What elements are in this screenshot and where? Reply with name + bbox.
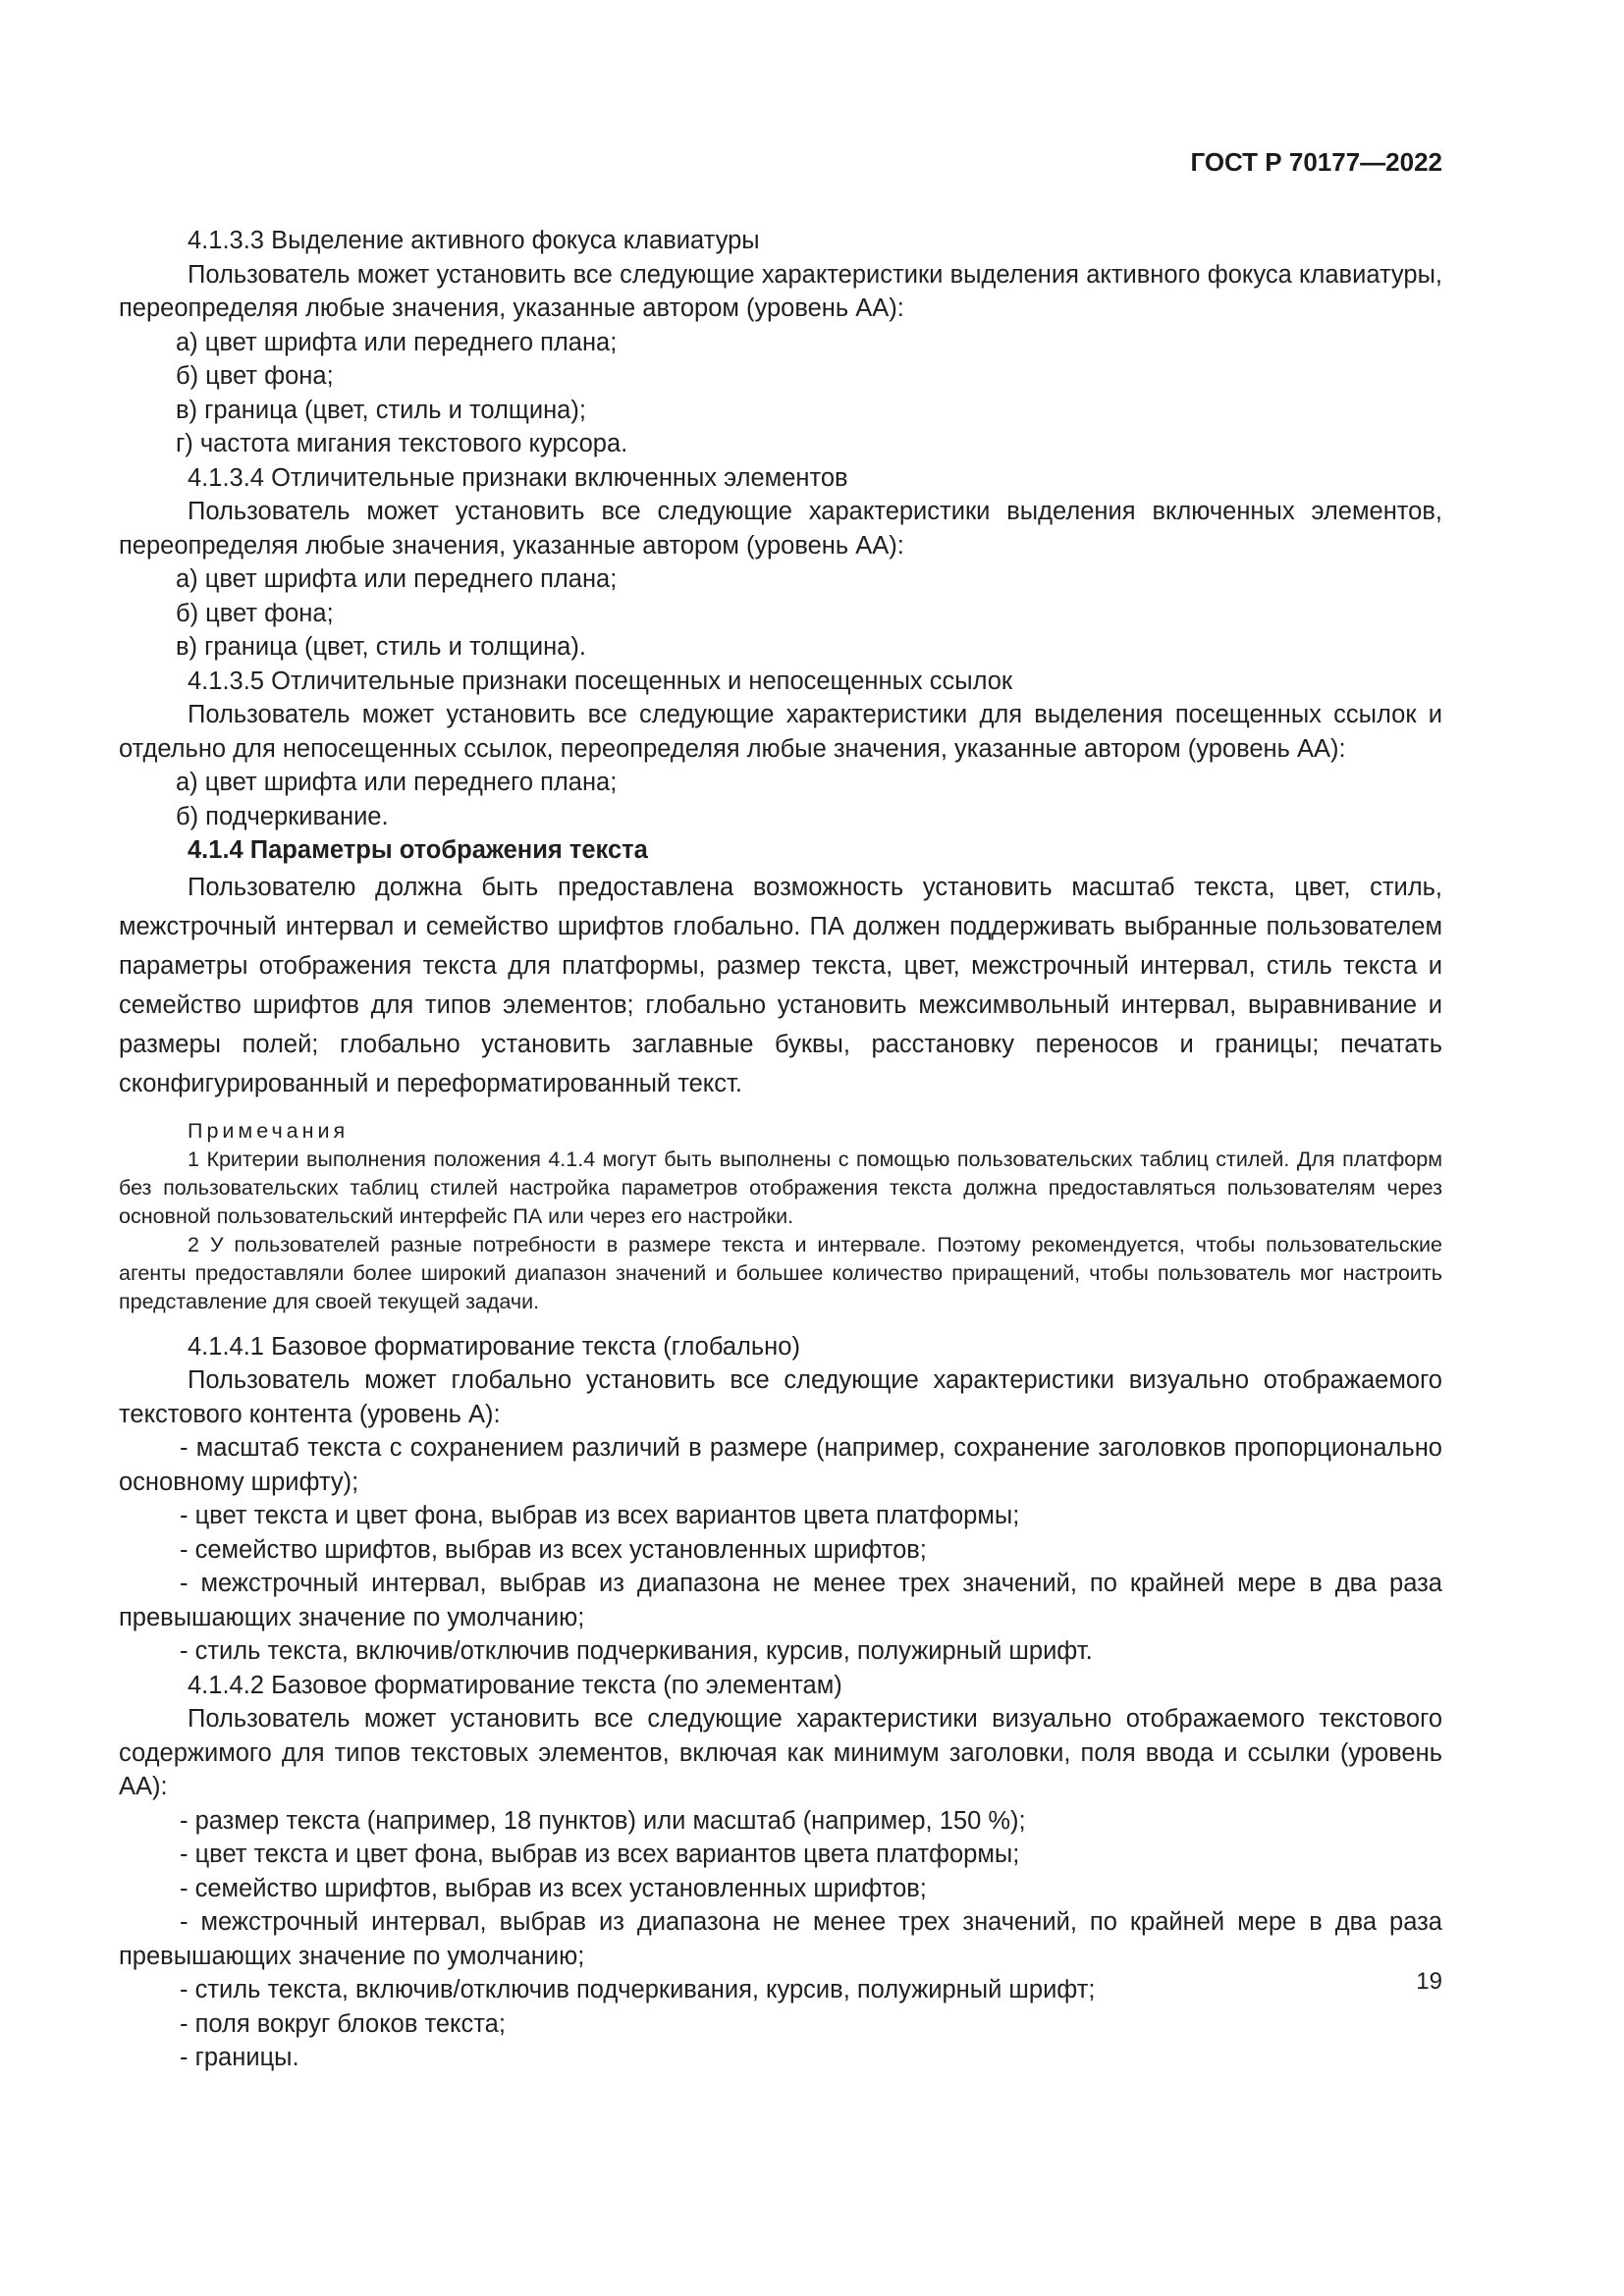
list-item: а) цвет шрифта или переднего плана; xyxy=(176,565,618,593)
clause-body-4-1-4: Пользователю должна быть предоставлена возможность установить масштаб текста, цвет, стиль, межстрочный интервал и семейство шрифтов глобально. ПА должен поддерживать выбранные пользователем параметры отображения текста для платформы, размер текста, цвет, межстрочный интервал, стиль текста и семейство шрифтов для типов элементов; глобально установить межсимвольный интервал, выравнивание и размеры полей; глобально установить заглавные буквы, расстановку переносов и границы; печатать сконфигурированный и переформатированный текст. xyxy=(119,873,1442,1097)
list-item: - цвет текста и цвет фона, выбрав из всех вариантов цвета платформы; xyxy=(180,1502,1020,1529)
note-item: 2 У пользователей разные потребности в размере текста и интервале. Поэтому рекомендуется, чтобы пользовательские агенты предоставляли более широкий диапазон значений и большее количество приращений, чтобы пользователь мог настроить представление для своей текущей задачи. xyxy=(119,1232,1442,1313)
note-item: 1 Критерии выполнения положения 4.1.4 могут быть выполнены с помощью пользовательских таблиц стилей. Для платформ без пользовательских таблиц стилей настройка параметров отображения текста должна предоставляться пользователям через основной пользовательский интерфейс ПА или через его настройки. xyxy=(119,1147,1442,1228)
page-number: 19 xyxy=(1416,1968,1442,1995)
list-item: - стиль текста, включив/отключив подчеркивания, курсив, полужирный шрифт. xyxy=(180,1637,1093,1665)
list-item: - межстрочный интервал, выбрав из диапазона не менее трех значений, по крайней мере в два раза превышающих значение по умолчанию; xyxy=(119,1570,1442,1631)
clause-intro-4-1-3-3: Пользователь может установить все следующие характеристики выделения активного фокуса клавиатуры, переопределяя любые значения, указанные автором (уровень АА): xyxy=(119,260,1442,322)
clause-heading-4-1-3-3: 4.1.3.3 Выделение активного фокуса клавиатуры xyxy=(188,227,760,254)
clause-heading-4-1-4: 4.1.4 Параметры отображения текста xyxy=(188,836,648,864)
list-item: - семейство шрифтов, выбрав из всех установленных шрифтов; xyxy=(180,1874,927,1902)
clause-heading-4-1-3-5: 4.1.3.5 Отличительные признаки посещенных и непосещенных ссылок xyxy=(188,667,1013,695)
document-body xyxy=(119,224,1442,2075)
list-item: б) цвет фона; xyxy=(176,599,334,627)
list-item: - поля вокруг блоков текста; xyxy=(180,2009,506,2038)
notes-title: Примечания xyxy=(188,1118,350,1143)
list-item: - размер текста (например, 18 пунктов) или масштаб (например, 150 %); xyxy=(180,1806,1026,1835)
list-item: - цвет текста и цвет фона, выбрав из всех вариантов цвета платформы; xyxy=(180,1841,1020,1868)
list-item: в) граница (цвет, стиль и толщина). xyxy=(176,633,586,661)
clause-heading-4-1-3-4: 4.1.3.4 Отличительные признаки включенных элементов xyxy=(188,463,848,492)
list-item: г) частота мигания текстового курсора. xyxy=(176,430,628,457)
list-item: - межстрочный интервал, выбрав из диапазона не менее трех значений, по крайней мере в два раза превышающих значение по умолчанию; xyxy=(119,1908,1442,1970)
list-item: - границы. xyxy=(180,2044,299,2071)
list-item: а) цвет шрифта или переднего плана; xyxy=(176,769,618,796)
clause-intro-4-1-4-2: Пользователь может установить все следующие характеристики визуально отображаемого текстового содержимого для типов текстовых элементов, включая как минимум заголовки, поля ввода и ссылки (уровень АА): xyxy=(119,1705,1442,1800)
document-code-header: ГОСТ Р 70177—2022 xyxy=(1190,147,1442,177)
notes-block xyxy=(119,1117,1442,1316)
list-item: в) граница (цвет, стиль и толщина); xyxy=(176,396,586,424)
list-item: б) цвет фона; xyxy=(176,362,334,390)
clause-intro-4-1-3-5: Пользователь может установить все следующие характеристики для выделения посещенных ссылок и отдельно для непосещенных ссылок, переопределяя любые значения, указанные автором (уровень АА): xyxy=(119,701,1442,763)
clause-intro-4-1-4-1: Пользователь может глобально установить все следующие характеристики визуально отображаемого текстового контента (уровень А): xyxy=(119,1366,1442,1428)
list-item: - масштаб текста с сохранением различий в размере (например, сохранение заголовков пропорционально основному шрифту); xyxy=(119,1434,1442,1496)
clause-heading-4-1-4-2: 4.1.4.2 Базовое форматирование текста (по элементам) xyxy=(188,1671,842,1699)
list-item: б) подчеркивание. xyxy=(176,802,389,830)
clause-intro-4-1-3-4: Пользователь может установить все следующие характеристики выделения включенных элементов, переопределяя любые значения, указанные автором (уровень АА): xyxy=(119,498,1442,560)
list-item: а) цвет шрифта или переднего плана; xyxy=(176,328,618,356)
list-item: - стиль текста, включив/отключив подчеркивания, курсив, полужирный шрифт; xyxy=(180,1976,1096,2003)
clause-heading-4-1-4-1: 4.1.4.1 Базовое форматирование текста (глобально) xyxy=(188,1332,800,1361)
list-item: - семейство шрифтов, выбрав из всех установленных шрифтов; xyxy=(180,1535,927,1564)
